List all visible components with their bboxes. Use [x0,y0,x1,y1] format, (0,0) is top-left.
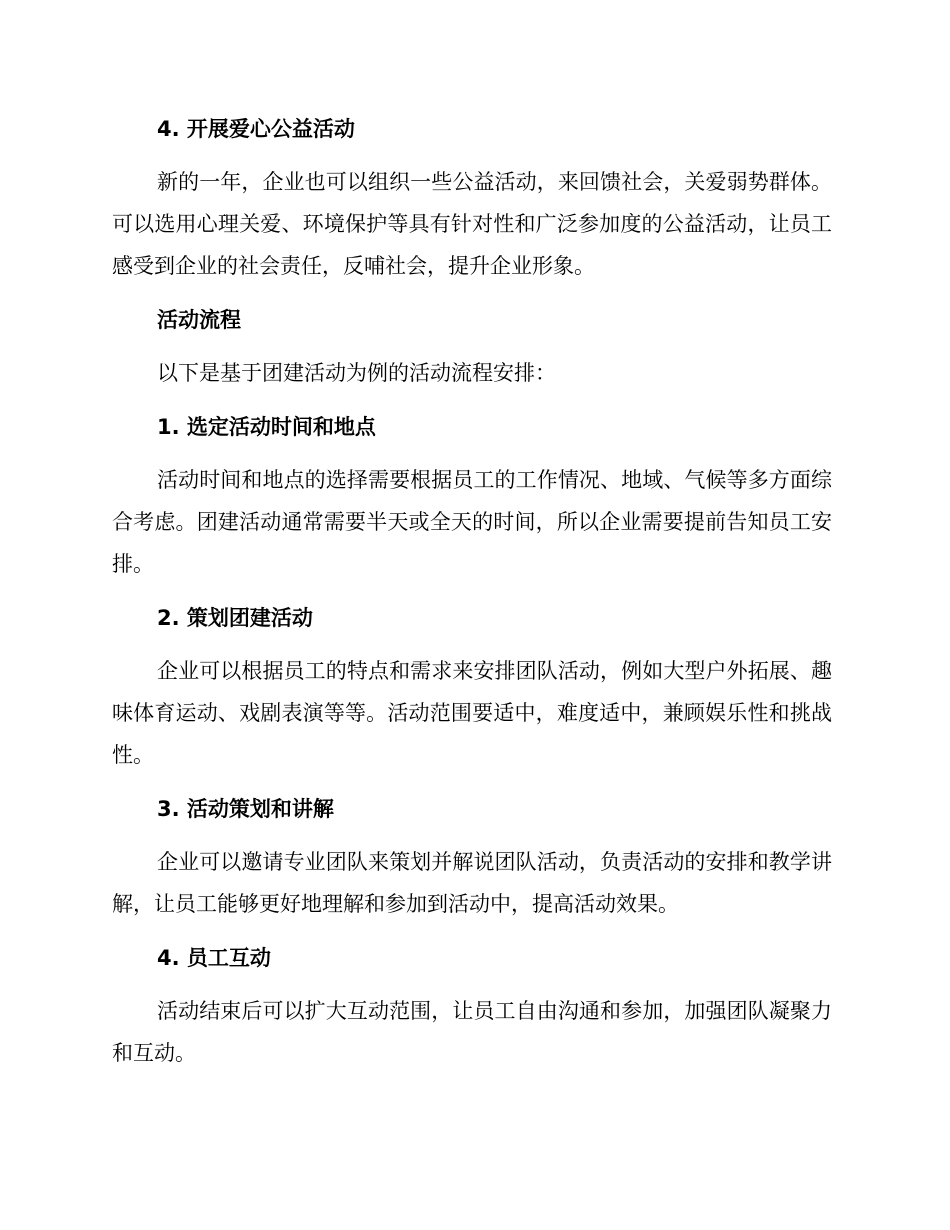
step-paragraph-4: 活动结束后可以扩大互动范围，让员工自由沟通和参加，加强团队凝聚力和互动。 [112,999,832,1065]
section-heading-public-welfare: 4. 开展爱心公益活动 [157,117,355,141]
paragraph-process-intro: 以下是基于团建活动为例的活动流程安排： [157,361,556,385]
step-heading-3: 3. 活动策划和讲解 [157,797,334,821]
paragraph-public-welfare: 新的一年，企业也可以组织一些公益活动，来回馈社会，关爱弱势群体。可以选用心理关爱、环境保护等具有针对性和广泛参加度的公益活动，让员工感受到企业的社会责任，反哺社会，提升企业形象。 [112,170,832,278]
step-heading-2: 2. 策划团建活动 [157,606,313,630]
step-heading-1: 1. 选定活动时间和地点 [157,415,376,439]
step-paragraph-3: 企业可以邀请专业团队来策划并解说团队活动，负责活动的安排和教学讲解，让员工能够更好地理解和参加到活动中，提高活动效果。 [112,850,832,916]
document-body [112,108,832,1074]
step-heading-4: 4. 员工互动 [157,946,271,970]
step-paragraph-1: 活动时间和地点的选择需要根据员工的工作情况、地域、气候等多方面综合考虑。团建活动通常需要半天或全天的时间，所以企业需要提前告知员工安排。 [112,468,832,576]
step-paragraph-2: 企业可以根据员工的特点和需求来安排团队活动，例如大型户外拓展、趣味体育运动、戏剧表演等等。活动范围要适中，难度适中，兼顾娱乐性和挑战性。 [112,659,832,767]
section-heading-process: 活动流程 [157,308,241,332]
